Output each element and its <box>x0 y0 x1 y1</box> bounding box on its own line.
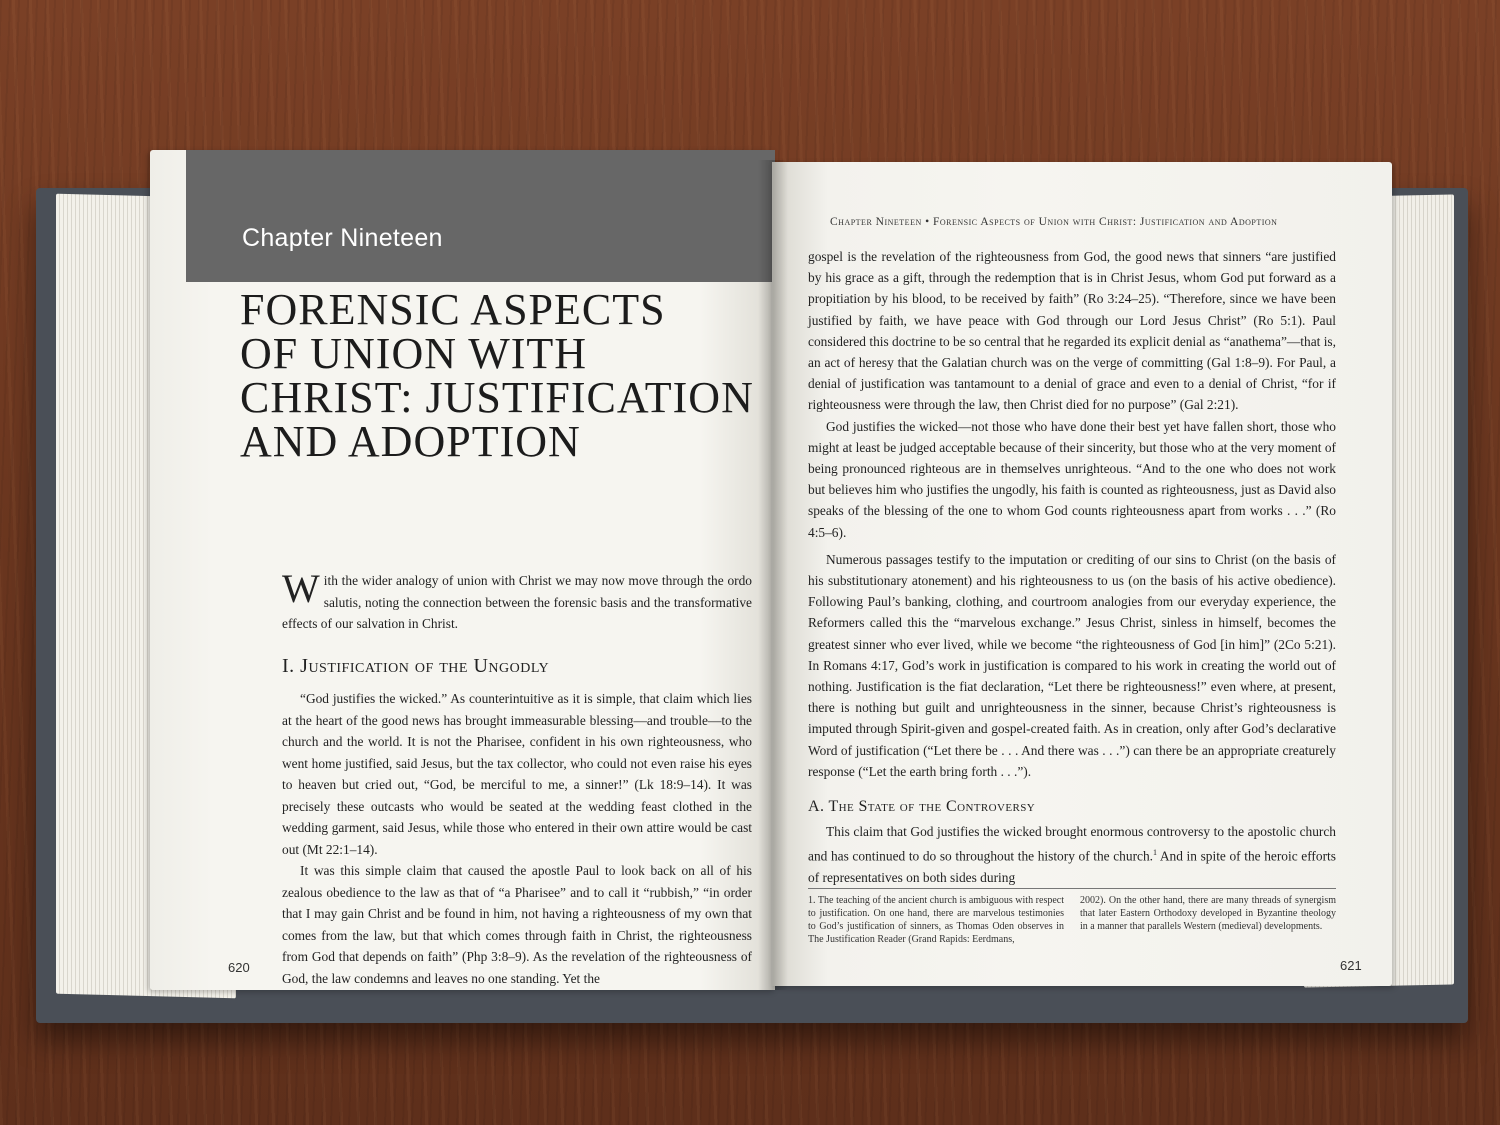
subheading: A. The State of the Controversy <box>808 798 1036 816</box>
paragraph-text: This claim that God justifies the wicked brought enormous controversy to the apostolic church and has continued to do so throughout the history of the church. <box>808 824 1336 864</box>
paragraph: God justifies the wicked—not those who have done their best yet have fallen short, those who might at least be judged acceptable because of their sincerity, but those who at the very moment of being pronounced righteous are in themselves unrighteous. “And to the one who does not work but believes him who justifies the ungodly, his faith is counted as righteousness, just as David also speaks of the blessing of the one to whom God counts righteousness apart from works . . .” (Ro 4:5–6). <box>808 418 1336 540</box>
paragraph: “God justifies the wicked.” As counterintuitive as it is simple, that claim which lies at the heart of the good news has brought immeasurable blessing—and trouble—to the church and the world. It is not the Pharisee, confident in his own righteousness, who went home justified, said Jesus, but the tax collector, who could not even raise his eyes to heaven but cried out, “God, be merciful to me, a sinner!” (Lk 18:9–14). It was precisely these outcasts who would be seated at the wedding feast clothed in the wedding garment, said Jesus, while those who entered in their own attire would be cast out (Mt 22:1–14). <box>282 691 752 857</box>
section-heading: I. Justification of the Ungodly <box>282 655 550 677</box>
right-body-text <box>808 246 1336 888</box>
intro-text: ith the wider analogy of union with Christ we may now move through the ordo salutis, noting the connection between the forensic basis and the transformative effects of our salvation in Christ. <box>282 573 752 631</box>
paragraph <box>808 821 1336 888</box>
running-head: Chapter Nineteen • Forensic Aspects of Union with Christ: Justification and Adoption <box>830 216 1278 228</box>
footnote-text: 1. The teaching of the ancient church is ambiguous with respect to justification. On one hand, there are marvelous testimonies to God’s justification of sinners, as Thomas Oden observes in The Justification Reader (Grand Rapids: Eerdmans, <box>808 895 1064 945</box>
chapter-band <box>186 150 775 282</box>
left-page <box>150 150 775 990</box>
title-line: CHRIST: JUSTIFICATION <box>240 373 754 422</box>
intro-paragraph <box>282 566 752 635</box>
paragraph: It was this simple claim that caused the apostle Paul to look back on all of his zealous obedience to the law as that of “a Pharisee” and to call it “rubbish,” “in order that I may gain Christ and be found in him, not having a righteousness of my own that comes from the law, but that which comes through faith in Christ, the righteousness from God that depends on faith” (Php 3:8–9). As the revelation of the righteousness of God, the law condemns and leaves no one standing. Yet the <box>282 863 752 986</box>
page-number-left: 620 <box>228 960 250 975</box>
right-page <box>772 162 1392 986</box>
paragraph: Numerous passages testify to the imputation or crediting of our sins to Christ (on the basis of his substitutionary atonement) and his righteousness to us (on the basis of his active obedience). Following Paul’s banking, clothing, and courtroom analogies from our everyday experience, the Reformers called this the “marvelous exchange.” Jesus Christ, sinless in himself, becomes the greatest sinner who ever lived, while we become “the righteousness of God [in him]” (2Co 5:21). In Romans 4:17, God’s work in justification is compared to his work in creating the world out of nothing. Justification is the fiat declaration, “Let there be righteousness!” even where, at present, there is nothing but guilt and unrighteousness in the sinner, because Christ’s righteousness is imputed through Spirit-given and gospel-created faith. As in creation, only after God’s declarative Word of justification (“Let there be . . . And there was . . .”) can there be an appropriate creaturely response (“Let the earth bring forth . . .”). <box>808 551 1336 779</box>
chapter-label: Chapter Nineteen <box>242 224 443 252</box>
footnote-rule <box>808 888 1336 889</box>
page-number-right: 621 <box>1340 958 1362 973</box>
title-line: OF UNION WITH <box>240 329 588 378</box>
chapter-title <box>240 285 760 466</box>
drop-cap: W <box>282 566 320 611</box>
paragraph: gospel is the revelation of the righteousness from God, the good news that sinners “are justified by his grace as a gift, through the redemption that is in Christ Jesus, whom God put forward as a propitiation by his blood, to be received by faith” (Ro 3:24–25). “Therefore, since we have been justified by faith, we have peace with God through our Lord Jesus Christ” (Ro 5:1). Paul considered this doctrine to be so central that he regarded its explicit denial as “anathema”—that is, an act of heresy that the Galatian church was on the verge of committing (Gal 1:8–9). For Paul, a denial of justification was tantamount to a denial of grace and even to a denial of Christ, “for if righteousness were through the law, then Christ died for no purpose” (Gal 2:21). <box>808 249 1336 413</box>
title-line: FORENSIC ASPECTS <box>240 285 666 334</box>
book-gutter <box>758 160 788 990</box>
footnote-column <box>808 894 1064 946</box>
footnote-marker: 1 <box>1153 848 1158 858</box>
footnote-column <box>1080 894 1336 946</box>
left-body-text <box>282 688 752 989</box>
footnote-text: 2002). On the other hand, there are many threads of synergism that later Eastern Orthodoxy developed in Byzantine theology in a manner that parallels Western (medieval) developments. <box>1080 895 1336 932</box>
paragraph-text: And in spite of the heroic efforts of representatives on both sides during <box>808 848 1336 886</box>
footnotes <box>808 894 1336 946</box>
title-line: AND ADOPTION <box>240 417 581 466</box>
